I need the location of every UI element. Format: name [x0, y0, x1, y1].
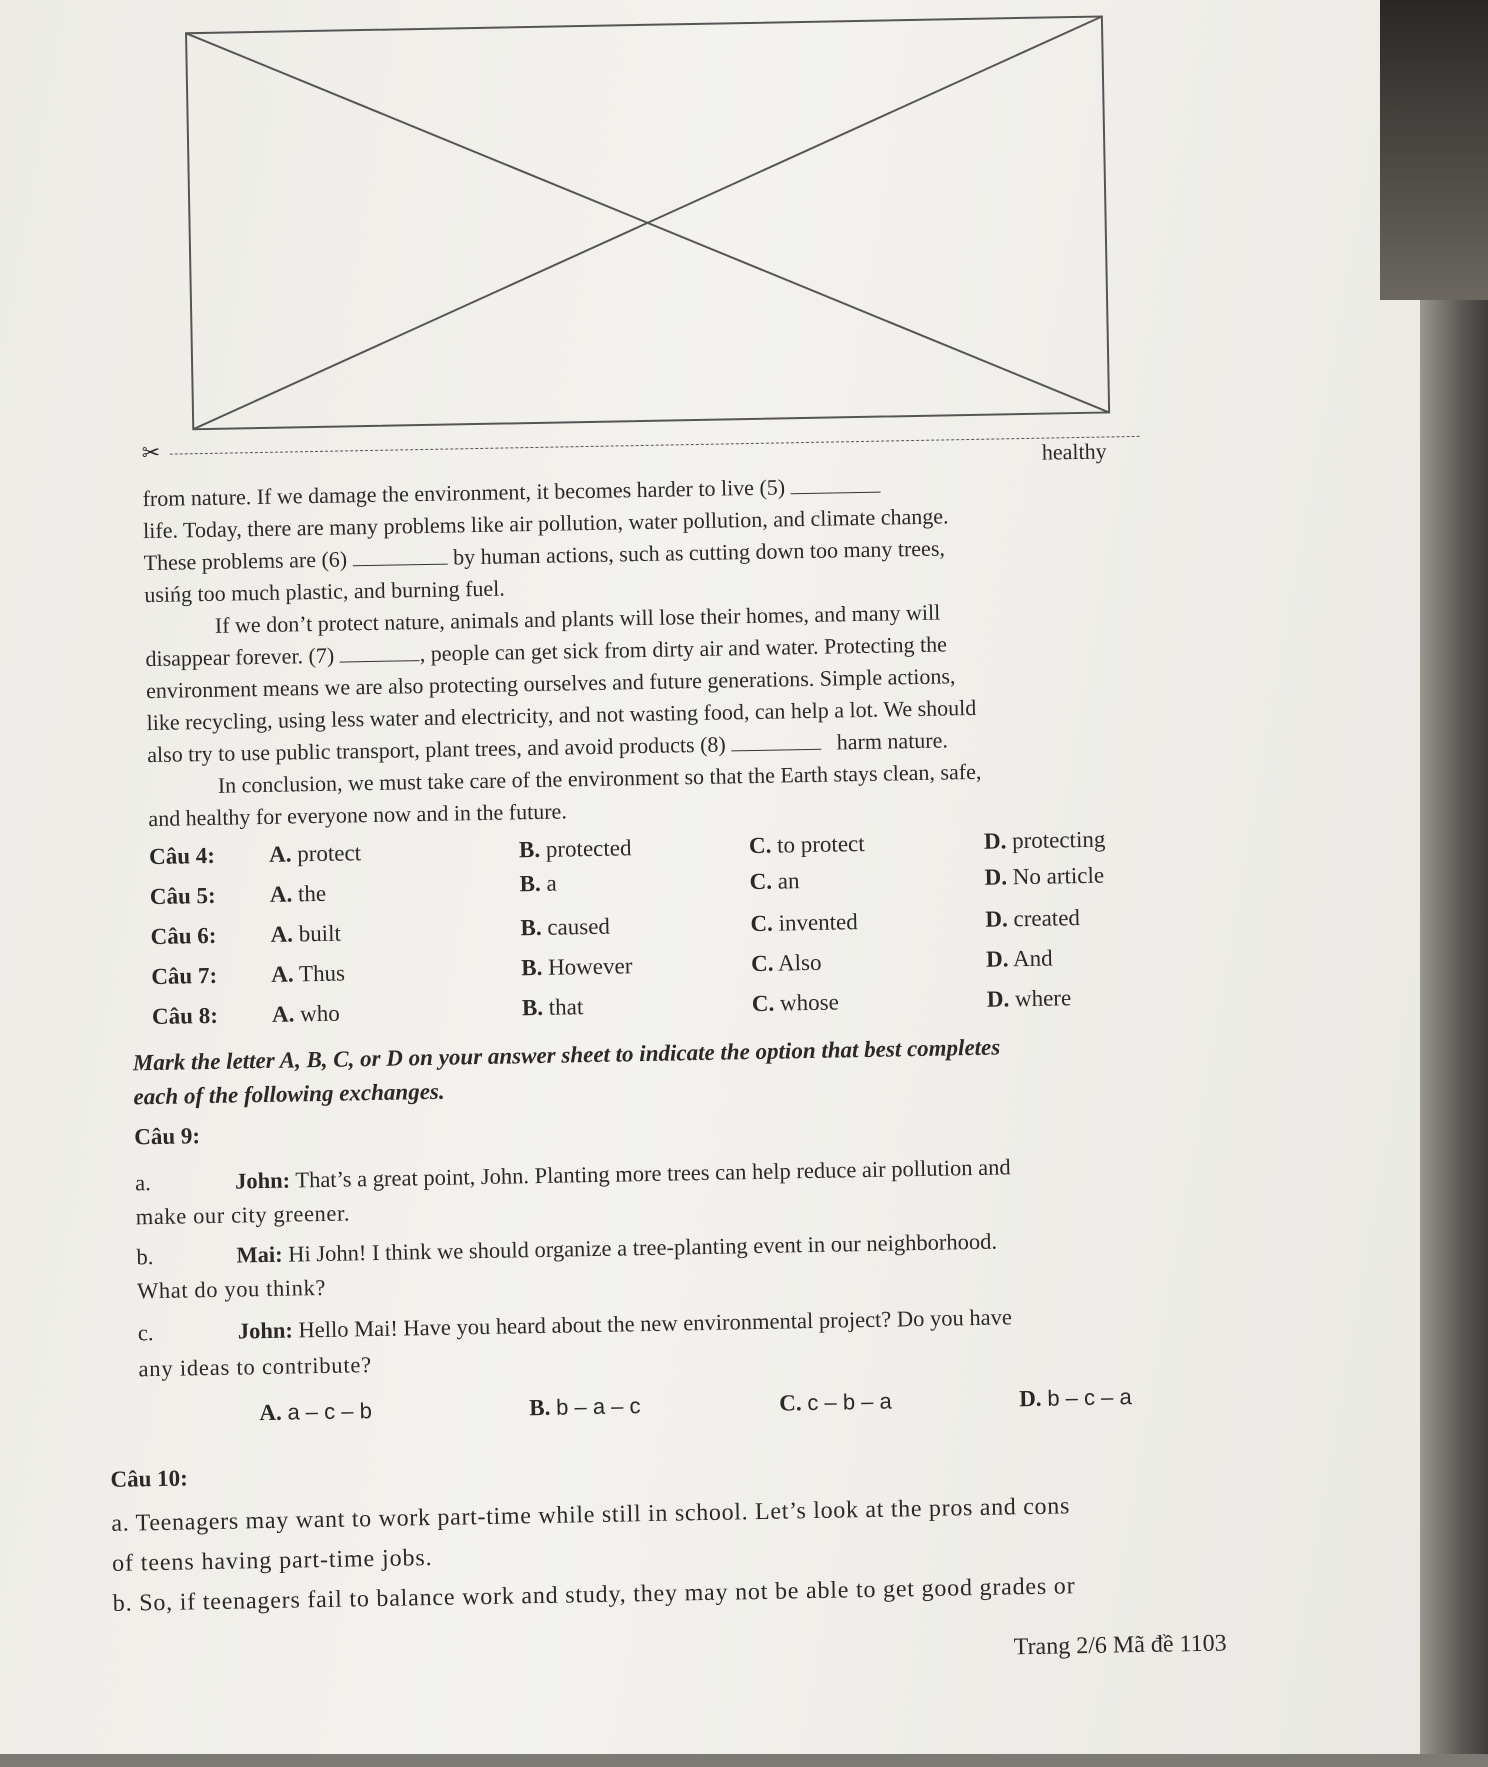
q7-option-b[interactable]: B. However	[520, 953, 633, 981]
q9-line-c-cont: any ideas to contribute?	[138, 1352, 373, 1382]
q9-line-a: a. John: That’s a great point, John. Planting more trees can help reduce air pollution and	[134, 1154, 1011, 1196]
blank-7	[339, 642, 419, 662]
q9-label: Câu 9:	[134, 1123, 201, 1150]
passage-line-1: from nature. If we damage the environment, it becomes harder to live (5)	[142, 473, 880, 513]
passage-line-9: also try to use public transport, plant trees, and avoid products (8) harm nature.	[147, 727, 949, 768]
q4-option-a[interactable]: A. protect	[268, 840, 362, 867]
question-5: Câu 5: A. the B. a C. an D. No article	[149, 862, 1105, 910]
passage-line-6: disappear forever. (7) , people can get sick from dirty air and water. Protecting the	[145, 631, 948, 672]
q10-label: Câu 10:	[110, 1465, 189, 1492]
q8-option-b[interactable]: B. that	[521, 994, 584, 1021]
question-4: Câu 4: A. protect B. protected C. to protect D. protecting	[148, 826, 1106, 870]
q6-option-c[interactable]: C. invented	[750, 909, 858, 937]
q7-option-c[interactable]: C. Also	[750, 949, 822, 977]
q9-option-d[interactable]: D. b – c – a	[1018, 1384, 1132, 1412]
question-7: Câu 7: A. Thus B. However C. Also D. And	[151, 945, 1053, 990]
passage-line-7: environment means we are also protecting ourselves and future generations. Simple actions,	[145, 663, 956, 704]
blank-6	[352, 546, 447, 567]
blank-5	[790, 474, 880, 495]
q7-option-a[interactable]: A. Thus	[271, 960, 346, 987]
q8-option-a[interactable]: A. who	[271, 1000, 340, 1027]
q10-line-a-cont: of teens having part-time jobs.	[111, 1545, 433, 1577]
q5-option-c[interactable]: C. an	[749, 868, 800, 895]
q9-option-c[interactable]: C. c – b – a	[779, 1388, 892, 1416]
question-6: Câu 6: A. built B. caused C. invented D. created	[150, 905, 1081, 950]
q5-option-d[interactable]: D. No article	[984, 862, 1105, 890]
passage-line-3: These problems are (6) by human actions, such as cutting down too many trees,	[143, 535, 946, 576]
passage-line-11: and healthy for everyone now and in the future.	[148, 798, 568, 832]
passage-healthy: healthy	[1041, 438, 1107, 465]
q6-option-d[interactable]: D. created	[985, 905, 1081, 932]
scissors-icon: ✂	[141, 439, 161, 466]
image-placeholder	[184, 14, 1111, 431]
blank-8	[731, 731, 821, 752]
q9-line-b-cont: What do you think?	[136, 1274, 327, 1304]
q4-option-b[interactable]: B. protected	[518, 835, 632, 863]
q10-line-a: a. Teenagers may want to work part-time while still in school. Let’s look at the pros and cons	[111, 1493, 1071, 1537]
q9-line-c: c. John: Hello Mai! Have you heard about the new environmental project? Do you have	[137, 1304, 1013, 1346]
instruction-line-2: each of the following exchanges.	[133, 1078, 445, 1110]
q8-option-d[interactable]: D. where	[986, 985, 1072, 1012]
q9-line-b: b. Mai: Hi John! I think we should organize a tree-planting event in our neighborhood.	[136, 1228, 998, 1270]
q10-line-b: b. So, if teenagers fail to balance work and study, they may not be able to get good grades or	[112, 1573, 1076, 1617]
instruction-line-1: Mark the letter A, B, C, or D on your answer sheet to indicate the option that best completes	[132, 1034, 1001, 1076]
q4-option-c[interactable]: C. to protect	[748, 830, 865, 859]
q7-option-d[interactable]: D. And	[985, 945, 1053, 972]
cut-line	[170, 436, 1140, 455]
passage-line-8: like recycling, using less water and electricity, and not wasting food, can help a lot. We should	[146, 694, 977, 736]
passage-line-5: If we don’t protect nature, animals and plants will lose their homes, and many will	[214, 599, 941, 638]
q6-option-b[interactable]: B. caused	[520, 913, 611, 941]
q9-option-b[interactable]: B. b – a – c	[529, 1393, 641, 1421]
q6-option-a[interactable]: A. built	[270, 920, 342, 947]
q8-option-c[interactable]: C. whose	[751, 989, 840, 1017]
passage-line-2: life. Today, there are many problems like air pollution, water pollution, and climate change.	[142, 503, 949, 544]
q5-option-b[interactable]: B. a	[519, 870, 557, 897]
q9-line-a-cont: make our city greener.	[135, 1200, 351, 1230]
q9-option-a[interactable]: A. a – c – b	[259, 1398, 373, 1426]
page-footer: Trang 2/6 Mã đề 1103	[1013, 1630, 1227, 1661]
q5-option-a[interactable]: A. the	[269, 880, 327, 907]
passage-line-10: In conclusion, we must take care of the environment so that the Earth stays clean, safe,	[217, 758, 982, 798]
question-8: Câu 8: A. who B. that C. whose D. where	[151, 985, 1072, 1030]
q4-option-d[interactable]: D. protecting	[983, 826, 1106, 854]
passage-line-4: usińg too much plastic, and burning fuel.	[144, 575, 505, 608]
